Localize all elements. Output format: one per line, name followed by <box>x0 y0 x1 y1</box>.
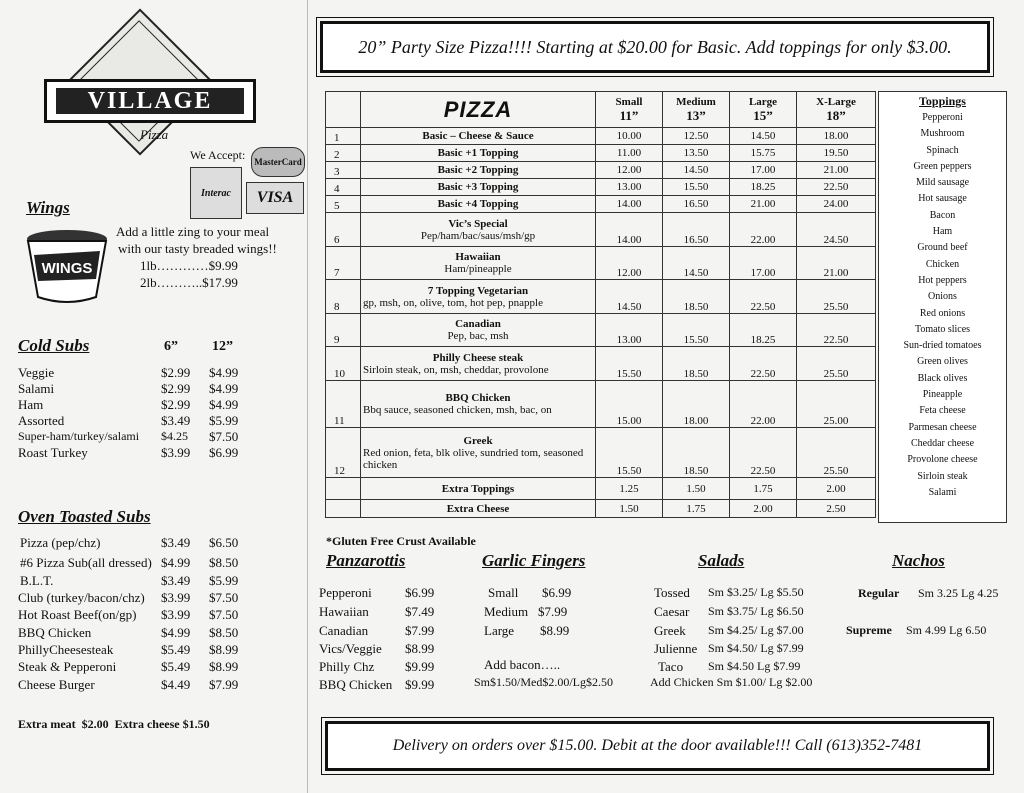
interac-card-icon: Interac <box>190 167 242 219</box>
nachos-heading: Nachos <box>892 551 945 570</box>
list-item: Sirloin steak <box>917 470 968 482</box>
pizza-row-number: 8 <box>326 280 361 314</box>
list-item: Pineapple <box>922 389 963 401</box>
cold-subs-heading: Cold Subs <box>18 336 90 355</box>
page-fold-line <box>307 0 308 793</box>
pizza-description-cell <box>361 128 596 145</box>
salads-heading: Salads <box>698 551 745 570</box>
list-item: Veggie <box>18 365 55 380</box>
pizza-row-number <box>326 478 361 500</box>
pizza-price-cell: 18.00 <box>663 381 730 428</box>
toppings-list <box>878 91 1007 523</box>
table-row <box>326 179 876 196</box>
list-item: Sun-dried tomatoes <box>903 340 982 352</box>
list-item-price: $7.50 <box>209 429 239 444</box>
pizza-price-cell: 24.00 <box>797 196 876 213</box>
pizza-ingredients: Pep/ham/bac/saus/msh/gp <box>420 229 536 242</box>
pizza-name: Canadian <box>455 318 501 330</box>
pizza-price-cell: 13.00 <box>596 314 663 347</box>
list-item: Cheese Burger <box>18 677 95 692</box>
pizza-price-cell: 25.50 <box>797 428 876 478</box>
pizza-price-cell: 15.75 <box>730 145 797 162</box>
list-item-price: $4.99 <box>161 555 191 570</box>
list-item-price: $9.99 <box>405 677 435 692</box>
pizza-row-number <box>326 500 361 518</box>
list-item-price: $6.99 <box>209 445 239 460</box>
list-item: Feta cheese <box>919 405 966 417</box>
list-item-price: $7.99 <box>538 604 568 619</box>
pizza-price-cell: 1.50 <box>596 500 663 518</box>
list-item-price: Sm $4.25/ Lg $7.00 <box>708 623 804 637</box>
pizza-price-cell: 25.50 <box>797 347 876 381</box>
pizza-price-cell: 2.00 <box>797 478 876 500</box>
wings-desc-1: Add a little zing to your meal <box>116 224 270 239</box>
pizza-price-cell: 15.50 <box>596 347 663 381</box>
pizza-ingredients: Bbq sauce, seasoned chicken, msh, bac, on <box>363 404 552 416</box>
list-item: Spinach <box>926 144 959 156</box>
pizza-description-cell <box>361 179 596 196</box>
list-item-price: $7.99 <box>209 677 239 692</box>
list-item: Mushroom <box>920 128 965 140</box>
pizza-name: Extra Cheese <box>446 502 510 515</box>
list-item: Mild sausage <box>915 177 970 189</box>
list-item: Super-ham/turkey/salami <box>18 429 140 443</box>
pizza-price-cell: 15.50 <box>663 179 730 196</box>
table-row <box>326 128 876 145</box>
oven-subs-extras: Extra meat $2.00 Extra cheese $1.50 <box>18 717 210 731</box>
list-item-price: $2.99 <box>161 365 191 380</box>
pizza-price-cell: 18.00 <box>797 128 876 145</box>
pizza-row-number: 11 <box>326 381 361 428</box>
list-item-price: $8.99 <box>209 642 239 657</box>
table-row <box>326 196 876 213</box>
pizza-price-cell: 1.75 <box>730 478 797 500</box>
list-item-price: $4.99 <box>161 625 191 640</box>
list-item: Regular <box>858 586 900 600</box>
list-item: Ham <box>18 397 44 412</box>
wings-bucket-icon <box>24 229 110 305</box>
list-item-price: Sm $4.50 Lg $7.99 <box>708 659 801 673</box>
wings-price: $9.99 <box>208 258 238 273</box>
pizza-price-cell: 2.50 <box>797 500 876 518</box>
list-item: Pepperoni <box>922 112 963 123</box>
wings-size: 2lb <box>140 275 157 290</box>
wings-desc-2: with our tasty breaded wings!! <box>118 241 277 256</box>
wings-item-1lb <box>140 258 238 274</box>
pizza-description-cell <box>361 347 596 381</box>
pizza-price-cell: 17.00 <box>730 247 797 280</box>
pizza-price-cell: 14.50 <box>663 162 730 179</box>
list-item-price: $8.50 <box>209 625 239 640</box>
list-item-price: $4.49 <box>161 677 191 692</box>
list-item-price: $4.25 <box>161 429 188 443</box>
pizza-price-cell: 15.00 <box>596 381 663 428</box>
list-item: Pizza (pep/chz) <box>20 535 101 550</box>
list-item-price: Sm $4.50/ Lg $7.99 <box>708 641 804 655</box>
pizza-price-cell: 15.50 <box>663 314 730 347</box>
list-item: Black olives <box>917 372 968 384</box>
table-row <box>326 162 876 179</box>
pizza-name: 7 Topping Vegetarian <box>427 284 529 297</box>
pizza-price-cell: 18.25 <box>730 314 797 347</box>
list-item-price: $3.99 <box>161 607 191 622</box>
list-item: Taco <box>658 659 684 674</box>
table-row <box>326 478 876 500</box>
table-row <box>326 247 876 280</box>
table-row <box>326 145 876 162</box>
panzarottis-heading: Panzarottis <box>326 551 406 570</box>
list-item: Salami <box>928 486 957 498</box>
salads-addon: Add Chicken Sm $1.00/ Lg $2.00 <box>650 675 813 689</box>
pizza-ingredients: Pep, bac, msh <box>447 330 509 342</box>
garlic-fingers-heading: Garlic Fingers <box>482 551 586 570</box>
list-item: Medium <box>484 604 529 619</box>
pizza-price-cell: 18.50 <box>663 428 730 478</box>
list-item-price: $9.99 <box>405 659 435 674</box>
pizza-row-number: 9 <box>326 314 361 347</box>
pizza-name: Basic +1 Topping <box>437 147 519 159</box>
pizza-price-cell: 11.00 <box>596 145 663 162</box>
list-item-price: $7.50 <box>209 590 239 605</box>
pizza-name: Vic’s Special <box>448 217 508 230</box>
pizza-price-cell: 22.00 <box>730 213 797 247</box>
table-row <box>326 381 876 428</box>
pizza-price-cell: 18.25 <box>730 179 797 196</box>
pizza-header-row <box>326 92 876 128</box>
pizza-price-cell: 19.50 <box>797 145 876 162</box>
pizza-name: Philly Cheese steak <box>432 351 524 364</box>
logo-sub: Pizza <box>140 127 169 142</box>
list-item-price: $6.50 <box>209 535 239 550</box>
list-item: Green olives <box>917 356 968 368</box>
pizza-title: PIZZA <box>443 96 513 122</box>
list-item: Canadian <box>319 623 369 638</box>
list-item: PhillyCheesesteak <box>18 642 114 657</box>
pizza-description-cell <box>361 280 596 314</box>
pizza-price-cell: 22.00 <box>730 381 797 428</box>
pizza-name: Greek <box>463 434 493 447</box>
pizza-price-cell: 1.75 <box>663 500 730 518</box>
garlic-addon-prices: Sm$1.50/Med$2.00/Lg$2.50 <box>474 675 614 689</box>
table-row <box>326 314 876 347</box>
wings-heading: Wings <box>26 198 70 217</box>
list-item: Tossed <box>654 585 690 600</box>
delivery-banner: Delivery on orders over $15.00. Debit at the door available!!! Call (613)352-7481 <box>325 721 990 771</box>
list-item: Club (turkey/bacon/chz) <box>18 590 145 605</box>
party-pizza-banner: 20” Party Size Pizza!!!! Starting at $20.00 for Basic. Add toppings for only $3.00. <box>320 21 990 73</box>
list-item-price: $4.99 <box>209 397 239 412</box>
list-item-price: $4.99 <box>209 381 239 396</box>
list-item-price: $3.99 <box>161 445 191 460</box>
pizza-price-cell: 12.00 <box>596 162 663 179</box>
pizza-price-cell: 21.00 <box>797 247 876 280</box>
pizza-price-cell: 16.50 <box>663 213 730 247</box>
list-item: Vics/Veggie <box>319 641 382 656</box>
pizza-row-number: 4 <box>326 179 361 196</box>
list-item: Provolone cheese <box>907 454 978 466</box>
pizza-row-number: 3 <box>326 162 361 179</box>
pizza-row-number: 10 <box>326 347 361 381</box>
list-item: Roast Turkey <box>18 445 88 460</box>
pizza-price-cell: 22.50 <box>797 179 876 196</box>
pizza-price-cell: 22.50 <box>730 428 797 478</box>
pizza-price-cell: 12.50 <box>663 128 730 145</box>
list-item: Large <box>484 623 515 638</box>
pizza-price-cell: 15.50 <box>596 428 663 478</box>
garlic-addon: Add bacon….. <box>484 657 561 672</box>
pizza-price-cell: 25.00 <box>797 381 876 428</box>
pizza-description-cell <box>361 428 596 478</box>
list-item-price: Sm 3.25 Lg 4.25 <box>918 586 999 600</box>
mastercard-icon: MasterCard <box>251 147 305 177</box>
pizza-name: Basic – Cheese & Sauce <box>422 130 534 142</box>
list-item-price: $4.99 <box>209 365 239 380</box>
wings-dots: ………… <box>156 258 209 273</box>
pizza-price-cell: 21.00 <box>730 196 797 213</box>
list-item-price: $5.99 <box>209 413 239 428</box>
list-item: Onions <box>928 291 957 303</box>
pizza-price-cell: 14.00 <box>596 196 663 213</box>
logo-name-plate <box>44 79 256 123</box>
list-item-price: $7.49 <box>405 604 435 619</box>
list-item: B.L.T. <box>20 573 54 588</box>
pizza-price-table <box>325 91 876 518</box>
pizza-row-number: 2 <box>326 145 361 162</box>
list-item-price: Sm 4.99 Lg 6.50 <box>906 623 987 637</box>
list-item-price: Sm $3.25/ Lg $5.50 <box>708 585 804 599</box>
list-item: Philly Chz <box>319 659 375 674</box>
list-item: Ground beef <box>917 242 968 254</box>
table-row <box>326 347 876 381</box>
list-item: Ham <box>932 226 953 238</box>
pizza-price-cell: 13.00 <box>596 179 663 196</box>
wings-item-2lb <box>140 275 238 291</box>
pizza-price-cell: 22.50 <box>730 280 797 314</box>
pizza-description-cell <box>361 162 596 179</box>
wings-size: 1lb <box>140 258 157 273</box>
list-item-price: $6.99 <box>405 585 435 600</box>
list-item-price: $3.49 <box>161 573 191 588</box>
pizza-price-cell: 14.50 <box>596 280 663 314</box>
list-item-price: $2.99 <box>161 381 191 396</box>
list-item-price: Sm $3.75/ Lg $6.50 <box>708 604 804 618</box>
list-item-price: $5.99 <box>209 573 239 588</box>
list-item-price: $6.99 <box>542 585 572 600</box>
pizza-price-cell: 22.50 <box>730 347 797 381</box>
pizza-price-cell: 1.25 <box>596 478 663 500</box>
list-item: Hawaiian <box>319 604 369 619</box>
bucket-label: WINGS <box>41 260 93 277</box>
pizza-row-number: 6 <box>326 213 361 247</box>
size-header: Small 11” <box>596 92 663 128</box>
list-item: Bacon <box>929 209 956 221</box>
list-item: Small <box>488 585 519 600</box>
pizza-description-cell <box>361 381 596 428</box>
list-item: Green peppers <box>913 160 972 172</box>
toppings-heading: Toppings <box>919 94 966 108</box>
list-item: Supreme <box>846 623 892 637</box>
pizza-row-number: 7 <box>326 247 361 280</box>
pizza-name: BBQ Chicken <box>445 392 511 404</box>
size-header: X-Large 18” <box>797 92 876 128</box>
pizza-price-cell: 1.50 <box>663 478 730 500</box>
pizza-ingredients: Sirloin steak, on, msh, cheddar, provolone <box>363 363 549 376</box>
list-item: Hot sausage <box>918 193 967 205</box>
pizza-description-cell <box>361 145 596 162</box>
pizza-price-cell: 24.50 <box>797 213 876 247</box>
pizza-ingredients: Red onion, feta, blk olive, sundried tom, seasoned chicken <box>363 446 584 471</box>
list-item: BBQ Chicken <box>319 677 393 692</box>
pizza-price-cell: 14.00 <box>596 213 663 247</box>
payment-label: We Accept: <box>190 148 246 162</box>
pizza-price-cell: 22.50 <box>797 314 876 347</box>
list-item: Cheddar cheese <box>910 437 975 449</box>
list-item: Parmesan cheese <box>908 421 977 433</box>
list-item: Tomato slices <box>914 323 971 335</box>
pizza-price-cell: 10.00 <box>596 128 663 145</box>
list-item-price: $3.49 <box>161 413 191 428</box>
pizza-name: Basic +2 Topping <box>437 164 519 176</box>
pizza-price-cell: 17.00 <box>730 162 797 179</box>
list-item-price: $2.99 <box>161 397 191 412</box>
list-item-price: $3.49 <box>161 535 191 550</box>
list-item-price: $5.49 <box>161 642 191 657</box>
wings-dots: ……….. <box>156 275 203 290</box>
list-item: Caesar <box>654 604 690 619</box>
list-item-price: $7.50 <box>209 607 239 622</box>
pizza-name: Basic +4 Topping <box>437 198 519 210</box>
pizza-price-cell: 25.50 <box>797 280 876 314</box>
list-item: Steak & Pepperoni <box>18 659 117 674</box>
table-row <box>326 280 876 314</box>
list-item: Assorted <box>18 413 65 428</box>
gluten-free-note: *Gluten Free Crust Available <box>326 534 476 548</box>
size-header: Large 15” <box>730 92 797 128</box>
list-item: Julienne <box>654 641 698 656</box>
pizza-price-cell: 12.00 <box>596 247 663 280</box>
pizza-price-cell: 16.50 <box>663 196 730 213</box>
pizza-description-cell <box>361 213 596 247</box>
list-item: Chicken <box>925 258 960 270</box>
oven-subs-heading: Oven Toasted Subs <box>18 507 151 526</box>
pizza-row-number: 1 <box>326 128 361 145</box>
pizza-row-number: 5 <box>326 196 361 213</box>
pizza-description-cell <box>361 247 596 280</box>
pizza-row-number: 12 <box>326 428 361 478</box>
pizza-ingredients: gp, msh, on, olive, tom, hot pep, pnapple <box>363 296 543 309</box>
list-item-price: $8.99 <box>209 659 239 674</box>
logo-name: VILLAGE <box>56 88 244 114</box>
list-item: Salami <box>18 381 55 396</box>
pizza-price-cell: 18.50 <box>663 347 730 381</box>
pizza-description-cell <box>361 314 596 347</box>
pizza-price-cell: 21.00 <box>797 162 876 179</box>
list-item: Greek <box>654 623 686 638</box>
list-item: Pepperoni <box>319 585 372 600</box>
pizza-description-cell <box>361 500 596 518</box>
pizza-name: Hawaiian <box>455 251 501 263</box>
pizza-price-cell: 2.00 <box>730 500 797 518</box>
visa-card-icon: VISA <box>246 182 304 214</box>
table-row <box>326 428 876 478</box>
pizza-description-cell <box>361 196 596 213</box>
list-item-price: $8.99 <box>405 641 435 656</box>
cold-subs-col-12: 12” <box>212 339 233 354</box>
list-item: Hot peppers <box>918 274 967 286</box>
pizza-description-cell <box>361 478 596 500</box>
list-item-price: $3.99 <box>161 590 191 605</box>
table-row <box>326 213 876 247</box>
pizza-ingredients: Ham/pineapple <box>444 263 512 275</box>
pizza-price-cell: 18.50 <box>663 280 730 314</box>
size-header: Medium 13” <box>663 92 730 128</box>
pizza-name: Extra Toppings <box>441 482 515 495</box>
cold-subs-col-6: 6” <box>164 339 178 354</box>
wings-price: $17.99 <box>202 275 238 290</box>
pizza-price-cell: 14.50 <box>663 247 730 280</box>
list-item-price: $8.50 <box>209 555 239 570</box>
table-row <box>326 500 876 518</box>
list-item: BBQ Chicken <box>18 625 92 640</box>
list-item-price: $7.99 <box>405 623 435 638</box>
list-item: Red onions <box>919 307 966 319</box>
list-item-price: $5.49 <box>161 659 191 674</box>
pizza-name: Basic +3 Topping <box>437 181 519 193</box>
pizza-price-cell: 14.50 <box>730 128 797 145</box>
list-item: Hot Roast Beef(on/gp) <box>18 607 137 622</box>
list-item: #6 Pizza Sub(all dressed) <box>20 555 152 570</box>
pizza-price-cell: 13.50 <box>663 145 730 162</box>
list-item-price: $8.99 <box>540 623 570 638</box>
